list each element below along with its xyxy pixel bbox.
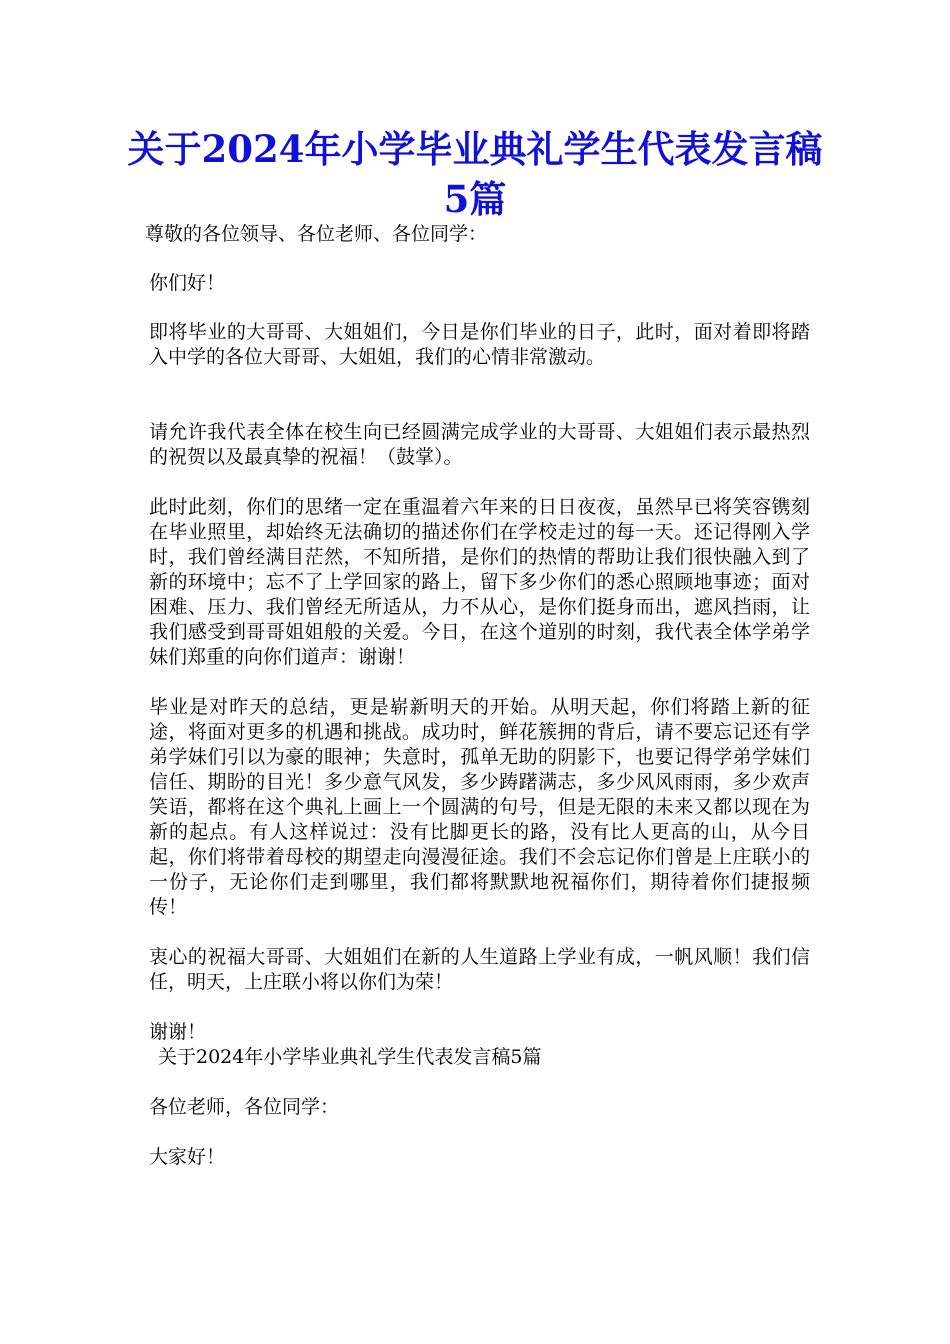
paragraph-future: 毕业是对昨天的总结，更是崭新明天的开始。从明天起，你们将踏上新的征途，将面对更多的机遇和挑战。成功时，鲜花簇拥的背后，请不要忘记还有学弟学妹们引以为豪的眼神；失意时，孤单无助的阴影下，也要记得学弟学妹们信任、期盼的目光！多少意气风发，多少踌躇满志，多少风风雨雨，多少欢声笑语，都将在这个典礼上画上一个圆满的句号，但是无限的未来又都以现在为新的起点。有人这样说过：没有比脚更长的路，没有比人更高的山，从今日起，你们将带着母校的期望走向漫漫征途。我们不会忘记你们曾是上庄联小的一份子，无论你们走到哪里，我们都将默默地祝福你们，期待着你们捷报频传！ (149, 696, 810, 918)
salutation-2: 各位老师，各位同学： (149, 1096, 340, 1118)
section-subtitle: 关于2024年小学毕业典礼学生代表发言稿5篇 (158, 1046, 542, 1068)
paragraph-blessing: 衷心的祝福大哥哥、大姐姐们在新的人生道路上学业有成，一帆风顺！我们信任，明天，上庄联小将以你们为荣！ (149, 946, 810, 993)
closing-thanks: 谢谢！ (149, 1021, 207, 1043)
greeting: 你们好！ (149, 272, 226, 294)
paragraph-opening: 即将毕业的大哥哥、大姐姐们，今日是你们毕业的日子，此时，面对着即将踏入中学的各位大哥哥、大姐姐，我们的心情非常激动。 (149, 321, 810, 368)
paragraph-congratulations: 请允许我代表全体在校生向已经圆满完成学业的大哥哥、大姐姐们表示最热烈的祝贺以及最真挚的祝福！（鼓掌）。 (149, 421, 810, 468)
document-title: 关于2024年小学毕业典礼学生代表发言稿5篇 (127, 127, 823, 221)
document-body (145, 222, 810, 1170)
paragraph-memories: 此时此刻，你们的思绪一定在重温着六年来的日日夜夜，虽然早已将笑容镌刻在毕业照里，却始终无法确切的描述你们在学校走过的每一天。还记得刚入学时，我们曾经满目茫然，不知所措，是你们的热情的帮助让我们很快融入到了新的环境中；忘不了上学回家的路上，留下多少你们的悉心照顾地事迹；面对困难、压力、我们曾经无所适从，力不从心，是你们挺身而出，遮风挡雨，让我们感受到哥哥姐姐般的关爱。今日，在这个道别的时刻，我代表全体学弟学妹们郑重的向你们道声：谢谢！ (149, 496, 810, 668)
greeting-2: 大家好！ (149, 1146, 226, 1168)
salutation: 尊敬的各位领导、各位老师、各位同学： (145, 223, 488, 245)
